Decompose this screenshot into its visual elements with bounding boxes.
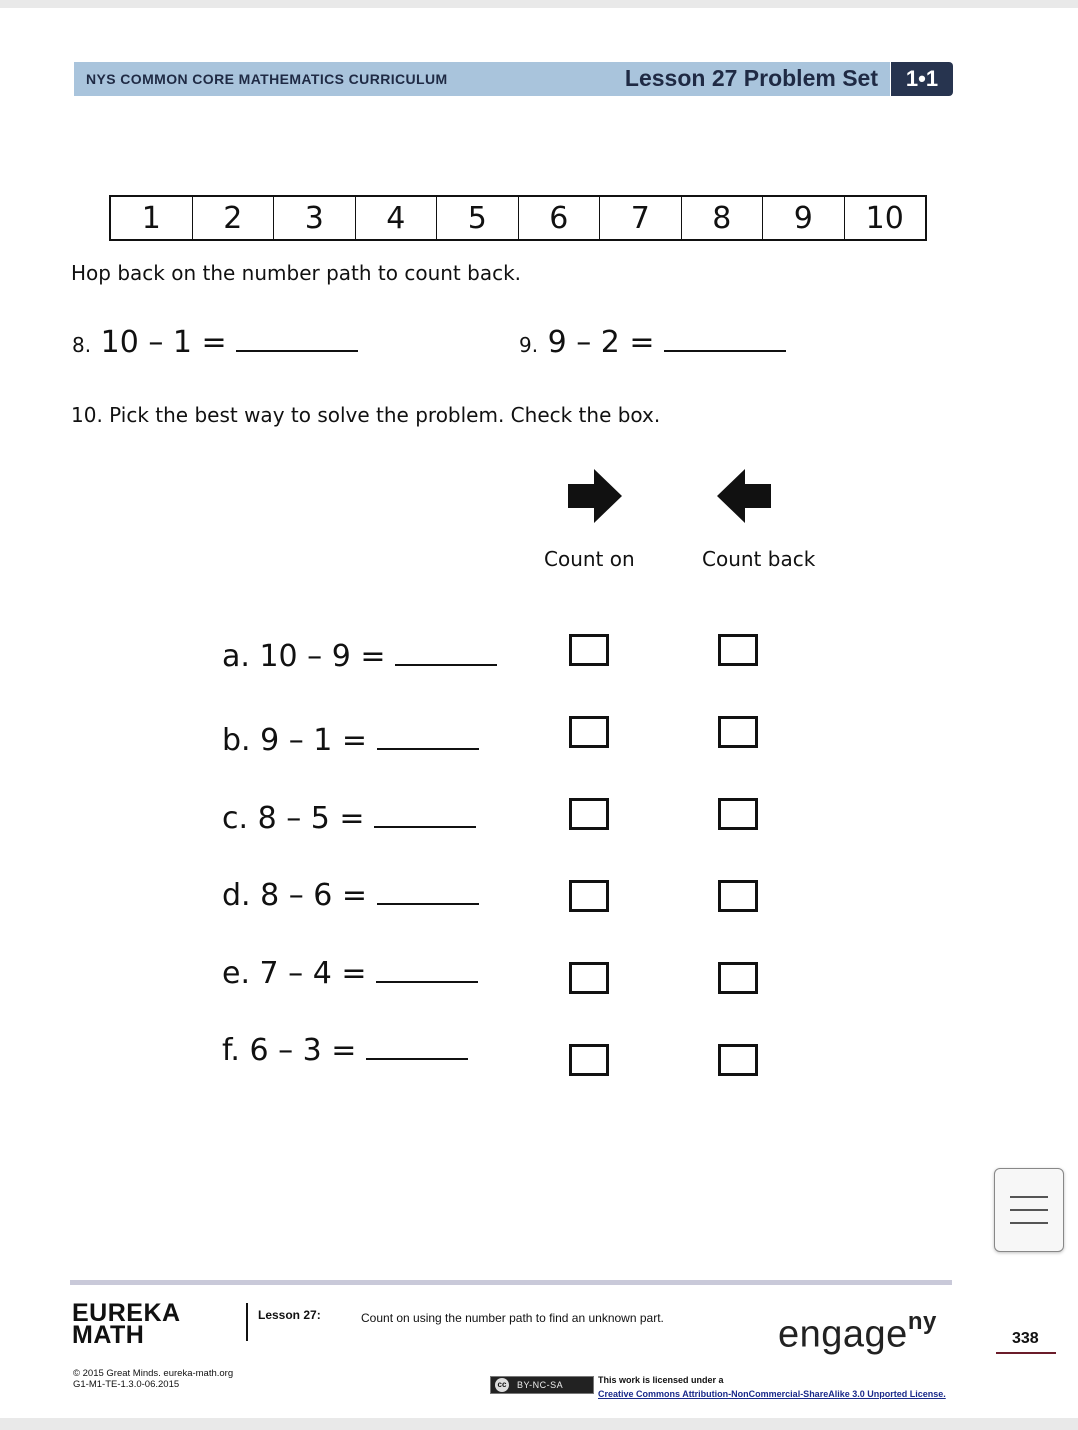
question-9-expression: 9 – 2 = — [547, 325, 655, 360]
eureka-math-logo — [72, 1299, 181, 1349]
problem-answer-blank[interactable] — [395, 664, 497, 666]
footer-rule — [70, 1280, 952, 1285]
problem-answer-blank[interactable] — [374, 826, 476, 828]
footer-lesson-description: Count on using the number path to find an unknown part. — [361, 1311, 664, 1325]
engage-text: engage — [778, 1313, 908, 1356]
footer-divider — [246, 1303, 248, 1341]
count-back-checkbox-b[interactable] — [718, 716, 758, 748]
number-path-cell: 10 — [865, 200, 904, 236]
question-8 — [72, 325, 358, 360]
creative-commons-badge — [490, 1376, 594, 1394]
question-8-answer-blank[interactable] — [236, 350, 358, 352]
problem-label: b. — [222, 723, 251, 758]
license-link[interactable]: Creative Commons Attribution-NonCommercial-ShareAlike 3.0 Unported License. — [598, 1389, 946, 1399]
problem-expression: 9 – 1 = — [260, 723, 368, 758]
problem-row-d — [222, 878, 479, 913]
copyright — [73, 1368, 233, 1390]
problem-row-e — [222, 956, 478, 991]
question-9 — [519, 325, 786, 360]
problem-label: a. — [222, 639, 250, 674]
count-on-checkbox-d[interactable] — [569, 880, 609, 912]
question-8-expression: 10 – 1 = — [100, 325, 227, 360]
hamburger-menu-icon — [1010, 1209, 1048, 1211]
number-path — [109, 195, 927, 241]
problem-row-f — [222, 1033, 468, 1068]
problem-label: e. — [222, 956, 250, 991]
number-path-cell: 2 — [193, 197, 275, 239]
hamburger-menu-icon — [1010, 1196, 1048, 1198]
question-10-text: 10. Pick the best way to solve the problem. Check the box. — [71, 403, 661, 427]
right-arrow-icon — [566, 467, 624, 525]
question-8-number: 8. — [72, 333, 92, 357]
question-9-number: 9. — [519, 333, 539, 357]
count-on-checkbox-a[interactable] — [569, 634, 609, 666]
number-path-cell: 9 — [763, 197, 845, 239]
cc-badge-text: BY-NC-SA — [517, 1380, 564, 1390]
problem-answer-blank[interactable] — [376, 981, 478, 983]
license-text: This work is licensed under a — [598, 1375, 724, 1385]
question-9-answer-blank[interactable] — [664, 350, 786, 352]
problem-label: d. — [222, 878, 251, 913]
count-on-checkbox-e[interactable] — [569, 962, 609, 994]
count-on-checkbox-c[interactable] — [569, 798, 609, 830]
problem-expression: 6 – 3 = — [249, 1033, 357, 1068]
count-back-label: Count back — [702, 547, 816, 571]
number-path-cell: 1 — [111, 197, 193, 239]
instruction-text: Hop back on the number path to count back. — [71, 261, 522, 285]
copyright-line-2: G1-M1-TE-1.3.0-06.2015 — [73, 1379, 180, 1390]
number-path-cell: 8 — [682, 197, 764, 239]
count-back-checkbox-f[interactable] — [718, 1044, 758, 1076]
problem-row-c — [222, 801, 476, 836]
menu-button[interactable] — [994, 1168, 1064, 1252]
logo-line-2: MATH — [72, 1321, 145, 1349]
problem-answer-blank[interactable] — [377, 903, 479, 905]
cc-icon: cc — [495, 1378, 509, 1392]
problem-expression: 8 – 6 = — [260, 878, 368, 913]
problem-expression: 8 – 5 = — [257, 801, 365, 836]
count-back-checkbox-d[interactable] — [718, 880, 758, 912]
copyright-line-1: © 2015 Great Minds. eureka-math.org — [73, 1368, 234, 1379]
number-path-cell: 6 — [519, 197, 601, 239]
problem-answer-blank[interactable] — [377, 748, 479, 750]
engage-superscript: ny — [907, 1308, 937, 1335]
problem-row-b — [222, 723, 479, 758]
number-path-cell: 3 — [274, 197, 356, 239]
count-back-checkbox-a[interactable] — [718, 634, 758, 666]
engageny-logo — [778, 1308, 937, 1357]
count-back-checkbox-e[interactable] — [718, 962, 758, 994]
problem-expression: 10 – 9 = — [259, 639, 386, 674]
problem-label: f. — [222, 1033, 240, 1068]
page-number-underline — [996, 1352, 1056, 1354]
problem-expression: 7 – 4 = — [259, 956, 367, 991]
count-on-checkbox-f[interactable] — [569, 1044, 609, 1076]
left-arrow-icon — [715, 467, 773, 525]
count-on-label: Count on — [544, 547, 635, 571]
problem-row-a — [222, 639, 497, 674]
page-number: 338 — [1012, 1330, 1039, 1347]
footer-lesson-label: Lesson 27: — [258, 1308, 321, 1322]
module-badge: 1•1 — [891, 62, 953, 96]
problem-label: c. — [222, 801, 249, 836]
number-path-cell: 4 — [356, 197, 438, 239]
logo-line-1: EUREKA — [72, 1299, 181, 1327]
hamburger-menu-icon — [1010, 1222, 1048, 1224]
count-back-checkbox-c[interactable] — [718, 798, 758, 830]
number-path-cell: 7 — [600, 197, 682, 239]
count-on-checkbox-b[interactable] — [569, 716, 609, 748]
curriculum-title: NYS COMMON CORE MATHEMATICS CURRICULUM — [86, 71, 448, 87]
number-path-cell: 5 — [437, 197, 519, 239]
lesson-title: Lesson 27 Problem Set — [624, 65, 878, 91]
problem-answer-blank[interactable] — [366, 1058, 468, 1060]
